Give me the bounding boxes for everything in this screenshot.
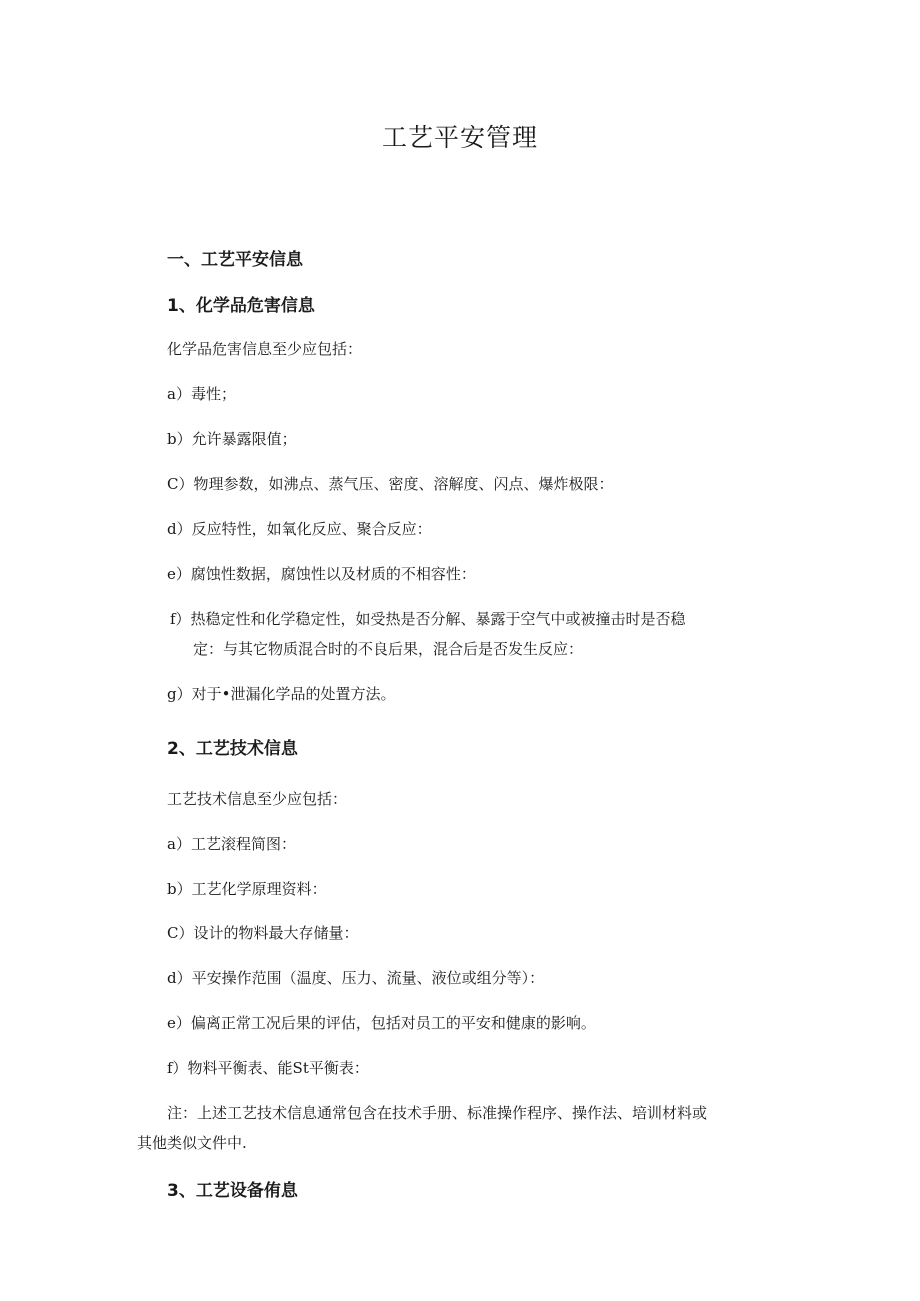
chemical-item-d: d）反应特性，如氧化反应、聚合反应： [167, 520, 432, 538]
subsection-heading-chemical: 1、化学品危害信息 [167, 296, 315, 316]
process-intro: 工艺技术信息至少应包括： [167, 790, 348, 808]
process-item-a: a）工艺滚程简图： [167, 835, 296, 853]
process-item-e: e）偏离正常工况后果的评估，包括对员工的平安和健康的影响。 [167, 1014, 596, 1032]
document-title: 工艺平安管理 [381, 123, 538, 152]
process-item-b: b）工艺化学原理资料： [167, 880, 327, 898]
subsection-heading-process: 2、工艺技术信息 [167, 739, 298, 759]
process-note-line2: 其他类似文件中. [137, 1134, 247, 1152]
process-note-line1: 注：上述工艺技术信息通常包含在技术手册、标准操作程序、操作法、培训材料或 [167, 1104, 708, 1122]
section-heading: 一、工艺平安信息 [167, 250, 303, 270]
chemical-item-c: C）物理参数，如沸点、蒸气压、密度、溶解度、闪点、爆炸极限： [167, 475, 614, 493]
chemical-item-b: b）允许暴露限值； [167, 430, 297, 448]
chemical-intro: 化学品危害信息至少应包括： [167, 340, 363, 358]
chemical-item-a: a）毒性； [167, 385, 236, 403]
chemical-item-e: e）腐蚀性数据，腐蚀性以及材质的不相容性： [167, 565, 476, 583]
process-item-c: C）设计的物料最大存储量： [167, 924, 359, 942]
chemical-item-f-line2: 定：与其它物质混合时的不良后果，混合后是否发生反应： [193, 640, 584, 658]
process-item-d: d）平安操作范围（温度、压力、流量、液位或组分等）： [167, 969, 545, 987]
chemical-item-g: g）对于•泄漏化学品的处置方法。 [167, 685, 396, 703]
subsection-heading-equipment: 3、工艺设备侑息 [167, 1181, 298, 1201]
process-item-f: f）物料平衡表、能St平衡表： [167, 1059, 369, 1077]
chemical-item-f-line1: f）热稳定性和化学稳定性，如受热是否分解、暴露于空气中或被撞击时是否稳 [170, 610, 686, 628]
